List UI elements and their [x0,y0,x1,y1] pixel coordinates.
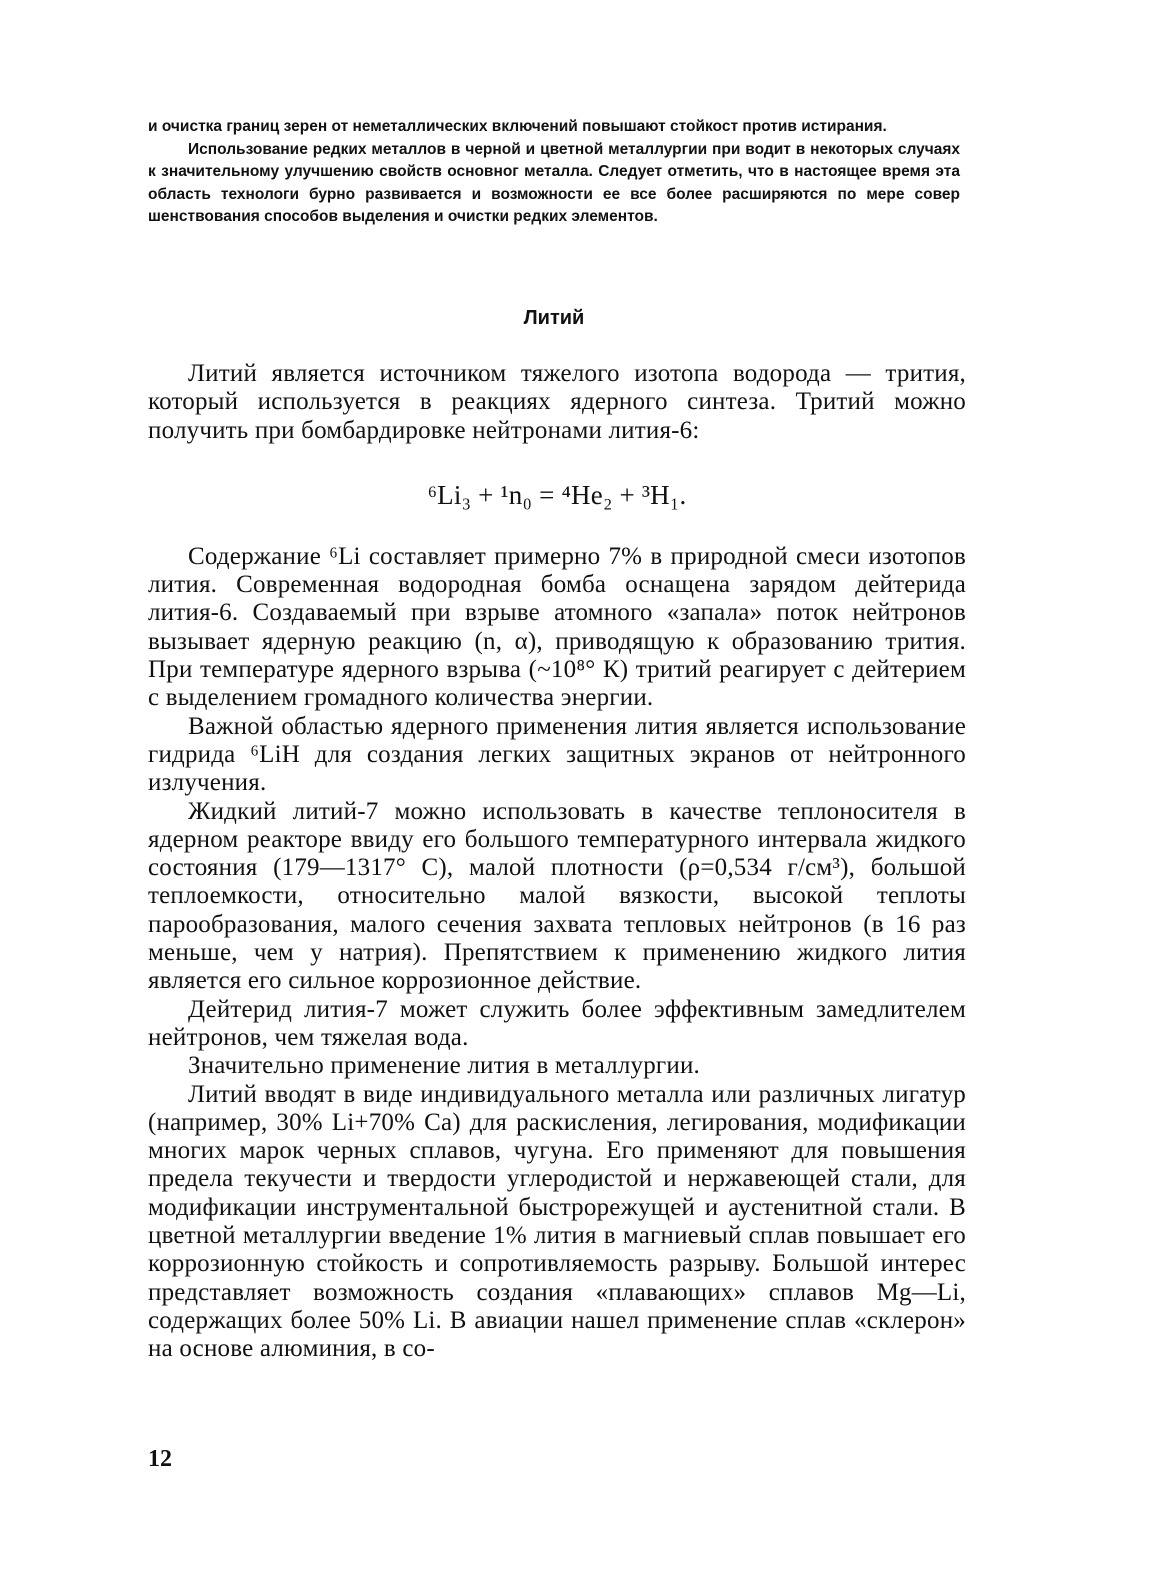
intro-paragraph-2: Использование редких металлов в черной и цветной металлургии при водит в некоторых случаях к значительному улучшению свойств основног металла. Следует отметить, что в настоящее время эта область технологи бурно развивается и возможности ее все более расширяются по мере совер шенствования способов выделения и очистки редких элементов. [148,140,960,225]
paragraph-6: Значительно применение лития в металлургии. [188,1052,700,1080]
paragraph-2: Содержание ⁶Li составляет примерно 7% в природной смеси изотопов лития. Современная водородная бомба оснащена зарядом дейтерида лития-6. Создаваемый при взрыве атомного «запала» поток нейтронов вызывает ядерную реакцию (n, α), приводящую к образованию трития. При температуре ядерного взрыва (~10⁸° К) тритий реагирует с дейтерием с выделением громадного количества энергии. [148,542,966,712]
paragraph-5: Дейтерид лития-7 может служить более эффективным замедлителем нейтронов, чем тяжелая вода. [148,995,966,1051]
paragraph-7: Литий вводят в виде индивидуального металла или различных лигатур (например, 30% Li+70% Ca) для раскисления, легирования, модификации многих марок черных сплавов, чугуна. Его применяют для повышения предела текучести и твердости углеродистой и нержавеющей стали, для модификации инструментальной быстрорежущей и аустенитной стали. В цветной металлургии введение 1% лития в магниевый сплав повышает его коррозионную стойкость и сопротивляемость разрыву. Большой интерес представляет возможность создания «плавающих» сплавов Mg—Li, содержащих более 50% Li. В авиации нашел применение сплав «склерон» на основе алюминия, в со- [148,1080,966,1363]
paragraph-3: Важной областью ядерного применения лития является использование гидрида ⁶LiH для создания легких защитных экранов от нейтронного излучения. [148,712,966,797]
intro-block [148,116,960,229]
page-number: 12 [148,1446,172,1472]
intro-paragraph-1: и очистка границ зерен от неметаллических включений повышают стойкост против истирания. [148,118,887,135]
section-title: Литий [523,307,585,329]
paragraph-1: Литий является источником тяжелого изотопа водорода — трития, который используется в реакциях ядерного синтеза. Тритий можно получить при бомбардировке нейтронами лития-6: [148,360,966,444]
paragraph-4: Жидкий литий-7 можно использовать в качестве теплоносителя в ядерном реакторе ввиду его большого температурного интервала жидкого состояния (179—1317° С), малой плотности (ρ=0,534 г/см³), большой теплоемкости, относительно малой вязкости, высокой теплоты парообразования, малого сечения захвата тепловых нейтронов (в 16 раз меньше, чем у натрия). Препятствием к применению жидкого лития является его сильное коррозионное действие. [148,797,966,995]
nuclear-reaction-formula: ⁶Li₃ + ¹n₀ = ⁴He₂ + ³H₁. [427,479,687,510]
section-body [148,360,966,1364]
